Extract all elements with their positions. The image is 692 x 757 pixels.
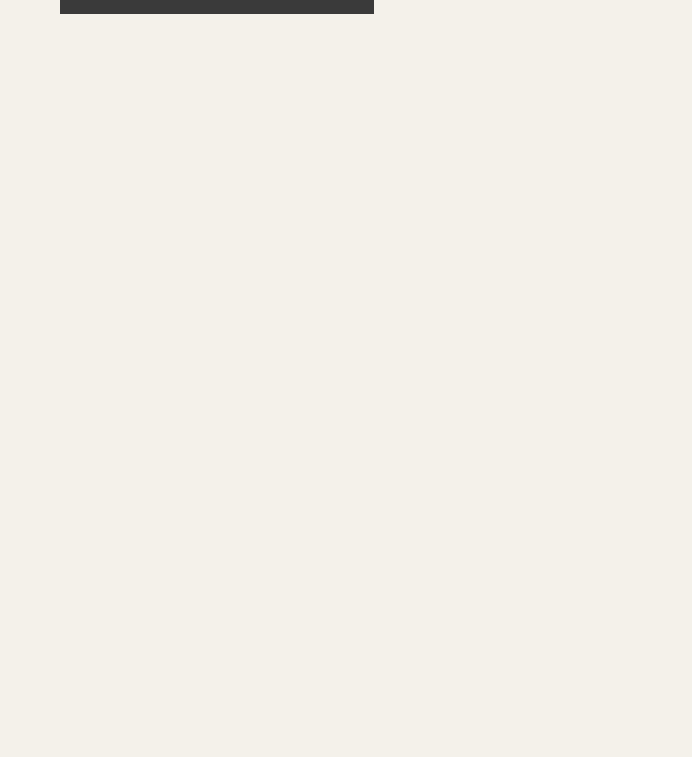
section-header bbox=[60, 0, 374, 14]
